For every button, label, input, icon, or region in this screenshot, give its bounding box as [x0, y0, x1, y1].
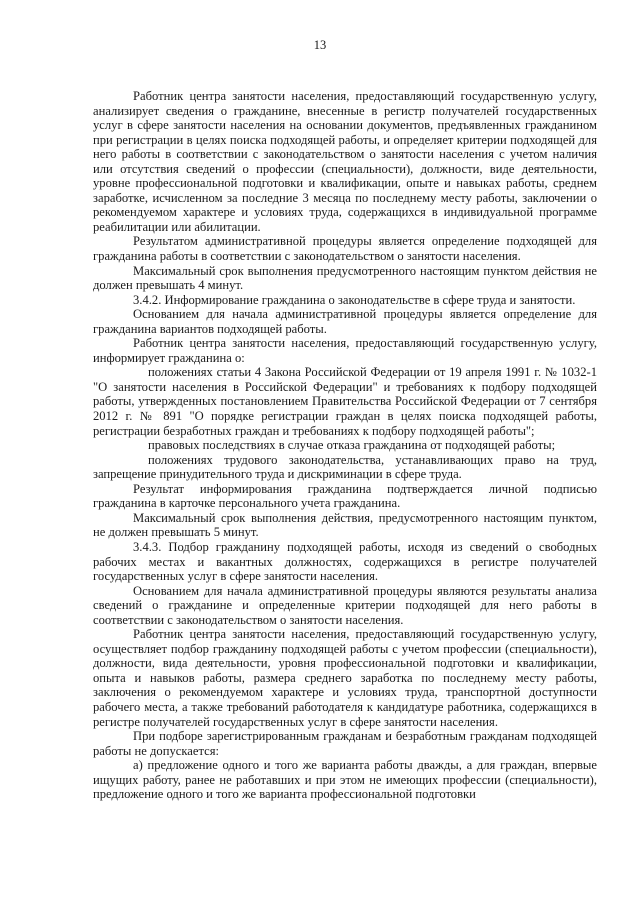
list-item: правовых последствиях в случае отказа гражданина от подходящей работы; — [148, 438, 556, 453]
paragraph: Основанием для начала административной процедуры является определение для гражданина вариантов подходящей работы. — [93, 307, 597, 336]
section-heading: 3.4.2. Информирование гражданина о законодательстве в сфере труда и занятости. — [133, 292, 576, 307]
paragraph: Работник центра занятости населения, предоставляющий государственную услугу, анализирует сведения о гражданине, внесенные в регистр получателей государственных услуг в сфере занятости населения на основании документов, предъявленных гражданином при регистрации в целях поиска подходящей работы, и определяет критерии подходящей для него работы в соответствии с законодательством о занятости населения с учетом наличия или отсутствия сведений о профессии (специальности), должности, виде деятельности, уровне профессиональной подготовки и квалификации, опыте и навыках работы, среднем заработке, исчисленном за последние 3 месяца по последнему месту работы, заключении о рекомендуемом характере и условиях труда, содержащихся в индивидуальной программе реабилитации или абилитации. — [93, 89, 597, 234]
document-body — [93, 89, 597, 802]
page-number: 13 — [313, 38, 327, 52]
paragraph: Максимальный срок выполнения предусмотренного настоящим пунктом действия не должен превышать 4 минут. — [93, 263, 597, 293]
list-item: а) предложение одного и того же варианта работы дважды, а для граждан, впервые ищущих работу, ранее не работавших и при этом не имеющих профессии (специальности), предложение одного и того же варианта профессиональной подготовки — [93, 758, 597, 802]
list-item: положениях статьи 4 Закона Российской Федерации от 19 апреля 1991 г. № 1032-1 "О занятости населения в Российской Федерации" и требованиях к подбору подходящей работы, утвержденных постановлением Правительства Российской Федерации от 7 сентября 2012 г. № 891 "О порядке регистрации граждан в целях поиска подходящей работы, регистрации безработных граждан и требованиях к подбору подходящей работы"; — [93, 365, 597, 438]
paragraph: При подборе зарегистрированным гражданам и безработным гражданам подходящей работы не допускается: — [93, 729, 597, 758]
paragraph: Максимальный срок выполнения действия, предусмотренного настоящим пунктом, не должен превышать 5 минут. — [93, 510, 597, 540]
paragraph: Результат информирования гражданина подтверждается личной подписью гражданина в карточке персонального учета гражданина. — [93, 481, 597, 511]
paragraph: Результатом административной процедуры является определение подходящей для гражданина работы в соответствии с законодательством о занятости населения. — [93, 234, 597, 264]
paragraph: Работник центра занятости населения, предоставляющий государственную услугу, осуществляет подбор гражданину подходящей работы с учетом профессии (специальности), должности, вида деятельности, уровня профессиональной подготовки и квалификации, опыта и навыков работы, размера среднего заработка по последнему месту работы, заключения о рекомендуемом характере и условиях труда, транспортной доступности рабочего места, а также требований работодателя к кандидатуре работника, содержащихся в регистре получателей государственных услуг в сфере занятости населения. — [93, 627, 597, 729]
paragraph: Основанием для начала административной процедуры являются результаты анализа сведений о гражданине и определенные критерии подходящей для него работы в соответствии с законодательством о занятости населения. — [93, 583, 597, 627]
section-heading: 3.4.3. Подбор гражданину подходящей работы, исходя из сведений о свободных рабочих местах и вакантных должностях, содержащихся в регистре получателей государственных услуг в сфере занятости населения. — [93, 539, 597, 584]
paragraph: Работник центра занятости населения, предоставляющий государственную услугу, информирует гражданина о: — [93, 336, 597, 365]
list-item: положениях трудового законодательства, устанавливающих право на труд, запрещение принудительного труда и дискриминации в сфере труда. — [93, 452, 597, 482]
